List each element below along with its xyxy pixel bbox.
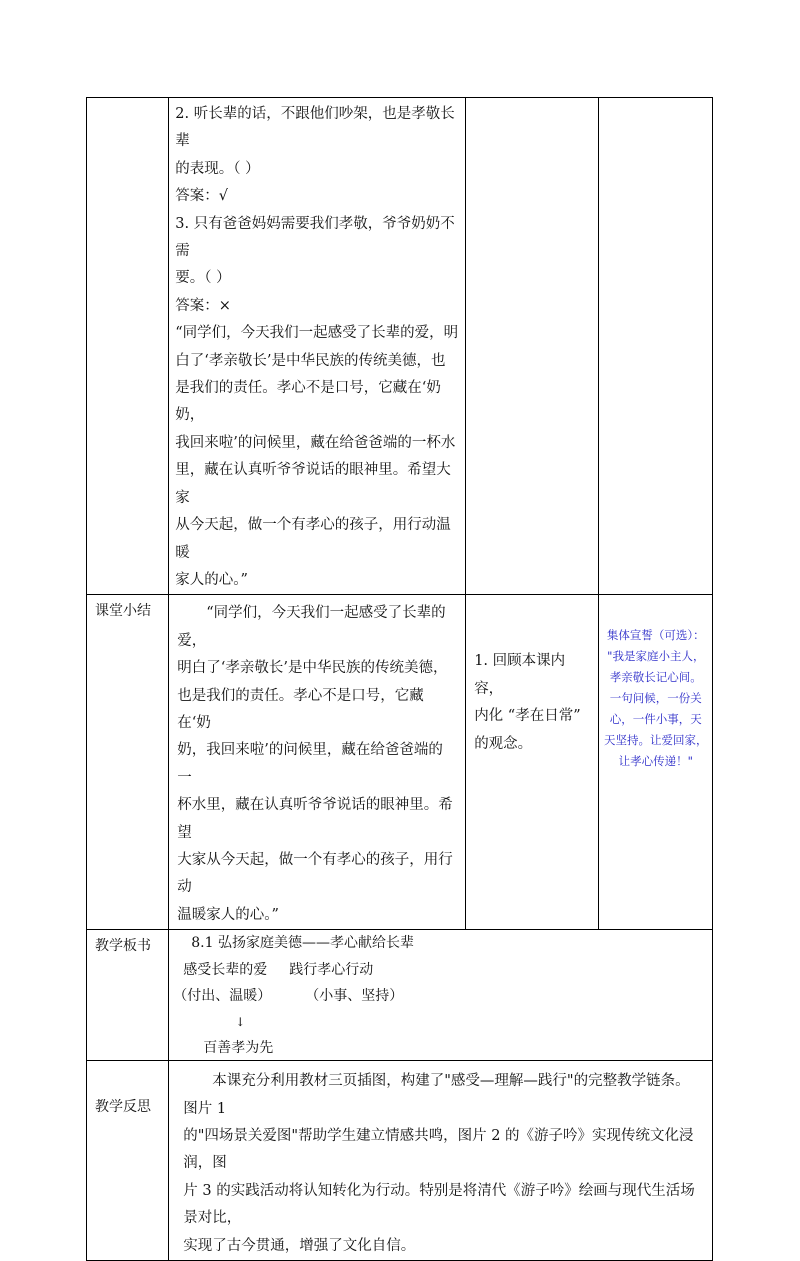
text-line: 奶，我回来啦’的问候里，藏在给爸爸端的一: [177, 742, 443, 786]
text-line: 温暖家人的心。”: [177, 906, 279, 923]
lesson-plan-table: [86, 97, 713, 1261]
pledge-line: 一句问候，一份关: [609, 691, 702, 706]
pledge-line: 天坚持。让爱回家，: [604, 733, 708, 748]
row-label-cell: [87, 930, 169, 1061]
review-cell: [466, 595, 598, 930]
empty-cell: [466, 98, 598, 595]
blackboard-layout: [169, 930, 712, 1060]
row-label: 课堂小结: [95, 603, 151, 620]
board-content-cell: [169, 930, 713, 1061]
table-row: [87, 1061, 713, 1261]
empty-label-cell: [87, 98, 169, 595]
row-label: 教学板书: [95, 938, 151, 955]
text-line: 也是我们的责任。孝心不是口号，它藏在‘奶: [177, 687, 424, 731]
reflection-content-cell: [169, 1061, 713, 1261]
text-line: 答案：√: [175, 188, 228, 205]
text-line: 要。（ ）: [175, 270, 231, 287]
board-left-heading: 感受长辈的爱: [183, 962, 268, 979]
text-line: 明白了‘孝亲敬长’是中华民族的传统美德，: [177, 660, 448, 677]
text-line: 的"四场景关爱图"帮助学生建立情感共鸣，图片 2 的《游子吟》实现传统文化浸润，图: [183, 1128, 694, 1172]
text-line: 答案：×: [175, 297, 231, 314]
text-line: 1. 回顾本课内容，: [474, 653, 566, 697]
table-row: [87, 98, 713, 595]
board-conclusion: 百善孝为先: [203, 1040, 274, 1057]
pledge-line: 让孝心传递！": [618, 754, 693, 769]
text-line: 实现了古今贯通，增强了文化自信。: [183, 1237, 416, 1254]
board-right-sub: （小事、坚持）: [305, 988, 404, 1005]
pledge-cell: [598, 595, 712, 930]
pledge-line: 集体宣誓（可选）：: [606, 628, 705, 643]
text-line: 从今天起，做一个有孝心的孩子，用行动温暖: [175, 517, 451, 561]
text-line: 大家从今天起，做一个有孝心的孩子，用行动: [177, 851, 453, 896]
text-line: 杯水里，藏在认真听爷爷说话的眼神里。希望: [177, 797, 453, 841]
empty-cell: [598, 98, 712, 595]
table-row: [87, 930, 713, 1061]
text-line: 内化 “孝在日常”: [474, 708, 581, 725]
board-title: 8.1 弘扬家庭美德——孝心献给长辈: [191, 935, 414, 952]
text-line: 的观念。: [474, 735, 533, 752]
table-row: [87, 595, 713, 930]
row-label-cell: [87, 1061, 169, 1261]
board-left-sub: （付出、温暖）: [173, 988, 272, 1005]
pledge-line: "我是家庭小主人，: [607, 649, 705, 664]
text-line: 的表现。（ ）: [175, 160, 260, 177]
pledge-line: 孝亲敬长记心间。: [609, 670, 702, 685]
summary-content-cell: [169, 595, 466, 930]
row-label-cell: [87, 595, 169, 930]
text-line: 家人的心。”: [175, 571, 248, 588]
text-line: “同学们，今天我们一起感受了长辈的爱，明: [175, 325, 459, 342]
text-line: 我回来啦’的问候里，藏在给爸爸端的一杯水: [175, 434, 456, 451]
pledge-line: 心，一件小事，天: [609, 712, 702, 727]
row-label: 教学反思: [95, 1099, 151, 1116]
quiz-content-cell: [169, 98, 466, 595]
text-line: 2. 听长辈的话，不跟他们吵架，也是孝敬长辈: [175, 106, 455, 150]
text-line: 本课充分利用教材三页插图，构建了"感受—理解—践行"的完整教学链条。图片 1: [183, 1073, 690, 1117]
text-line: 是我们的责任。孝心不是口号，它藏在‘奶奶，: [175, 380, 441, 424]
text-line: 3. 只有爸爸妈妈需要我们孝敬，爷爷奶奶不需: [175, 215, 455, 260]
text-line: 里，藏在认真听爷爷说话的眼神里。希望大家: [175, 462, 451, 506]
text-line: 片 3 的实践活动将认知转化为行动。特别是将清代《游子吟》绘画与现代生活场景对比，: [183, 1182, 695, 1227]
text-line: 白了‘孝亲敬长’是中华民族的传统美德，也: [175, 352, 446, 369]
text-line: “同学们，今天我们一起感受了长辈的爱，: [177, 605, 446, 649]
board-right-heading: 践行孝心行动: [289, 962, 374, 979]
down-arrow-icon: ↓: [235, 1015, 246, 1030]
